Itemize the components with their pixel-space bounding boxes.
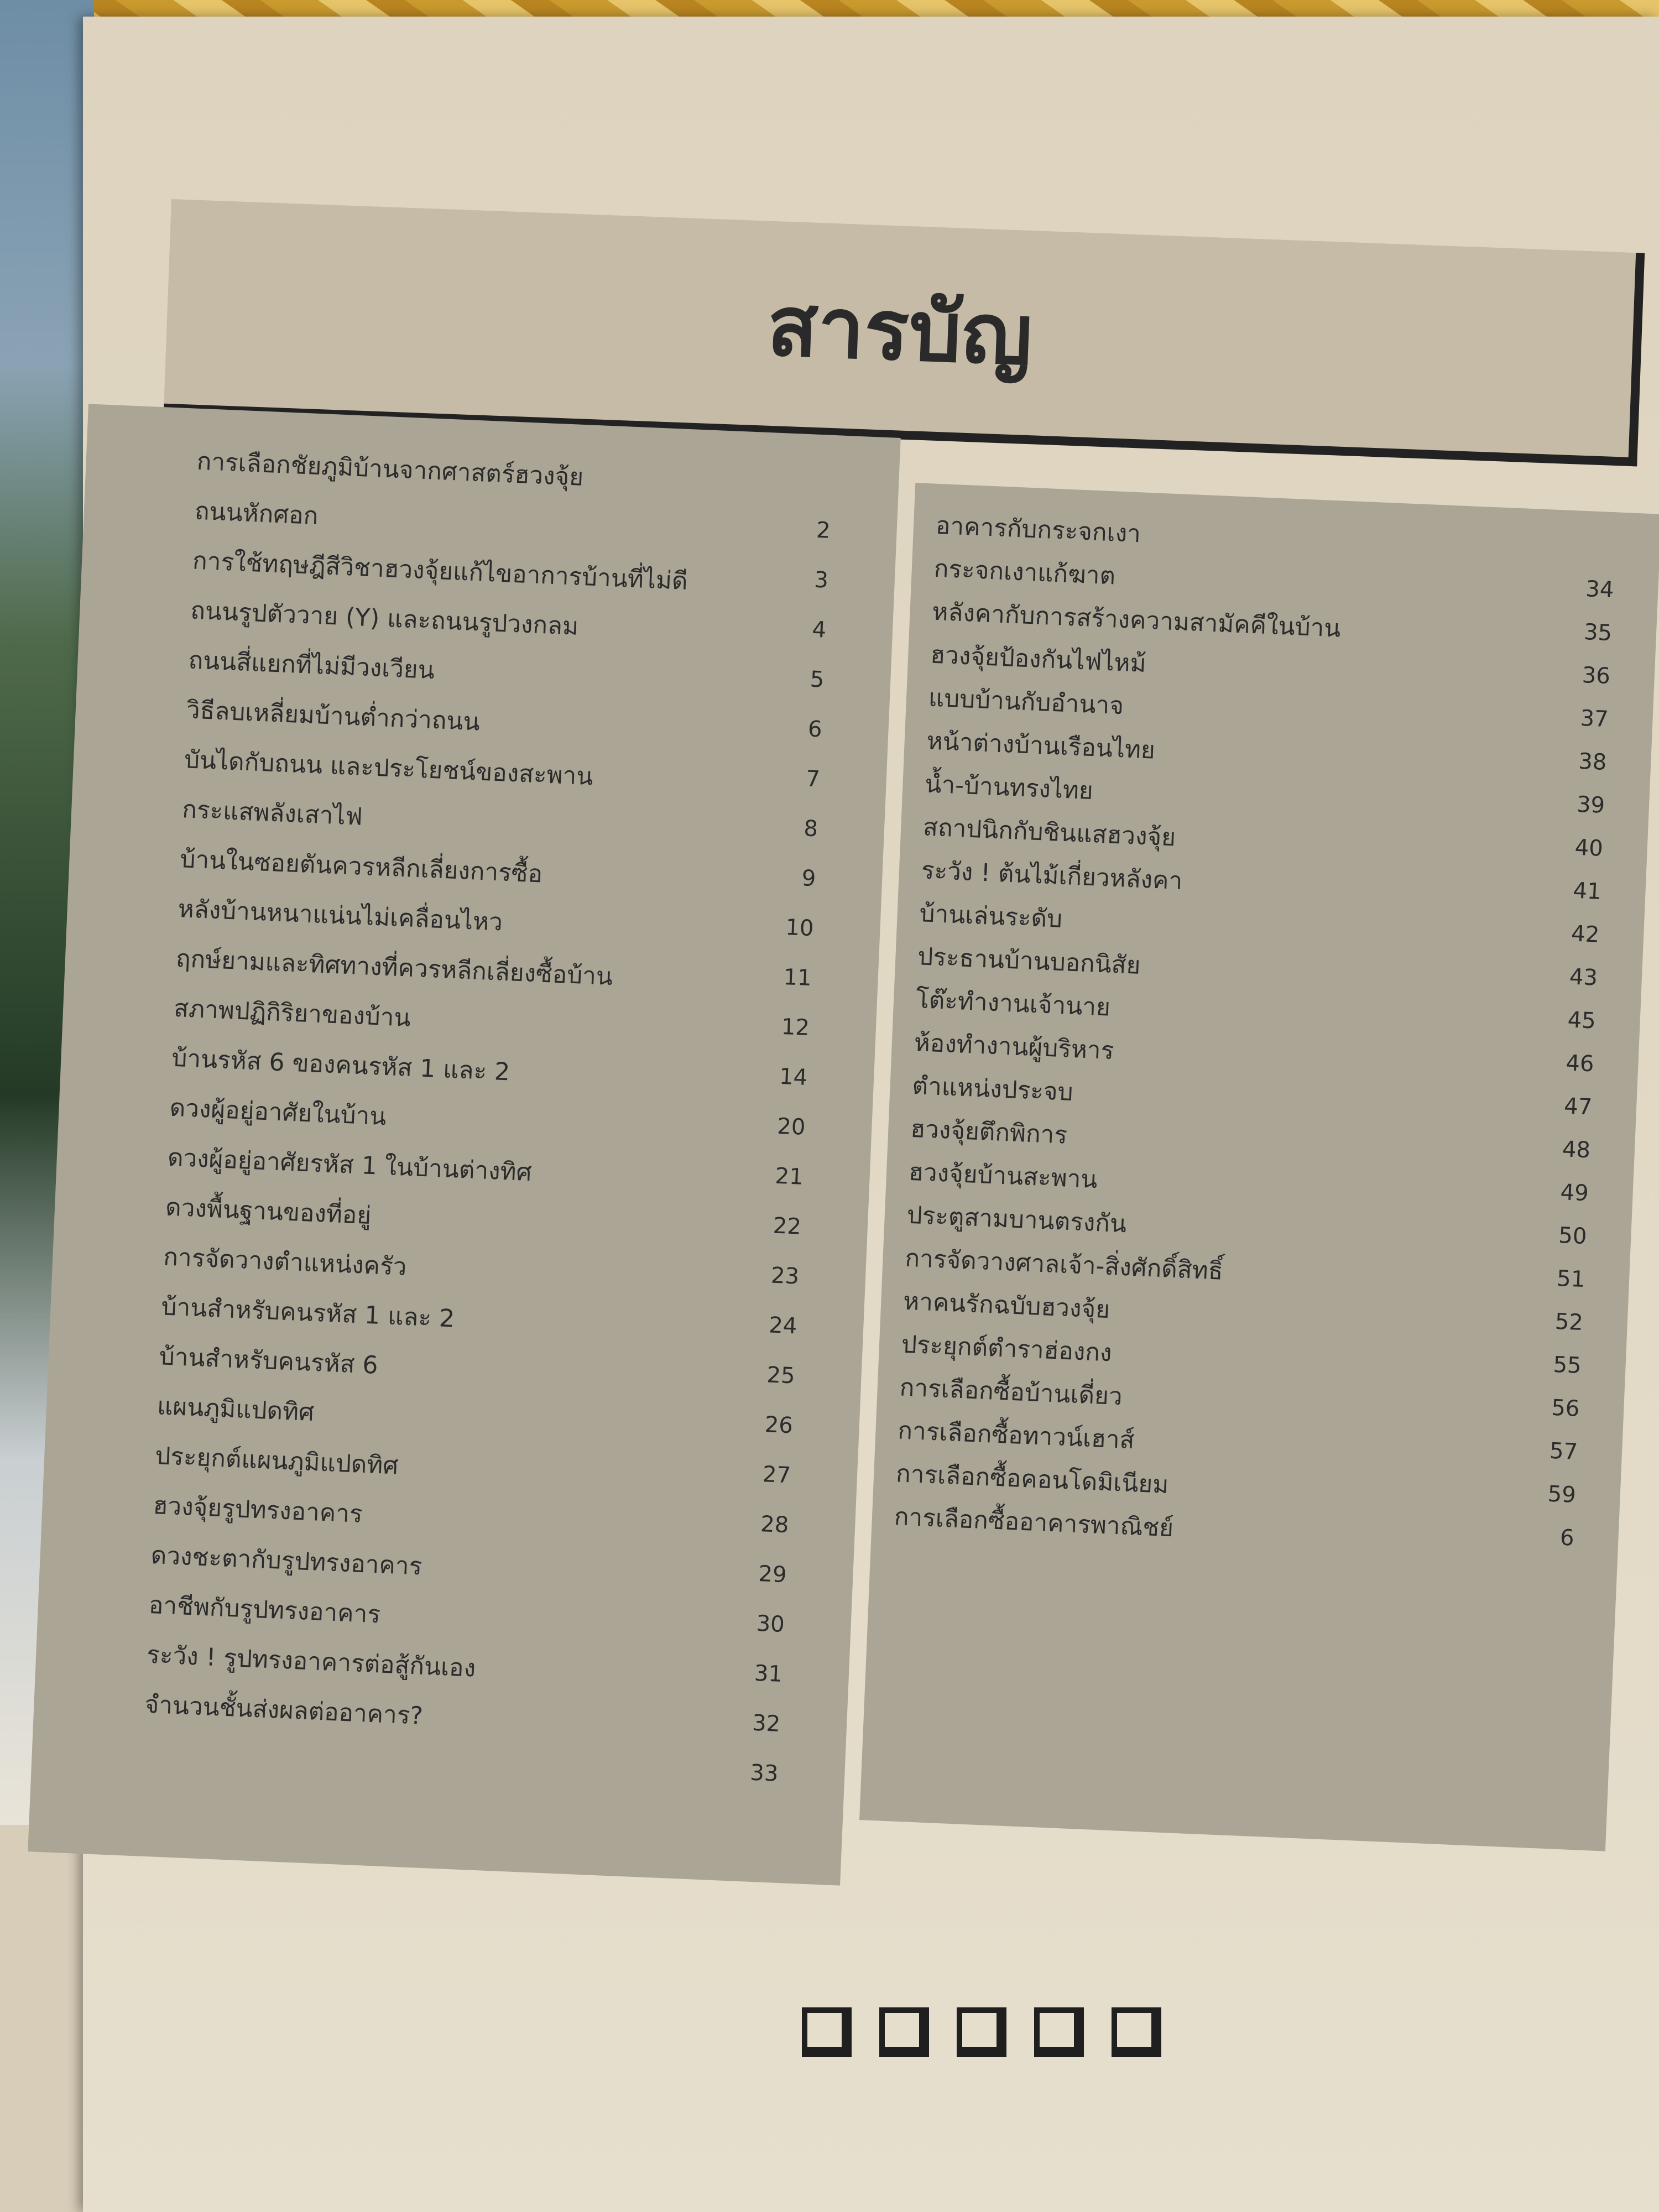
toc-entry-title: ระวัง ! ต้นไม้เกี่ยวหลังคา: [920, 856, 1183, 895]
toc-entry-title: ประยุกต์ตำราฮ่องกง: [901, 1330, 1113, 1368]
toc-entry-page: 59: [1547, 1481, 1577, 1508]
toc-entry-page: 8: [803, 816, 818, 842]
toc-entry-title: ถนนรูปตัววาย (Y) และถนนรูปวงกลม: [190, 596, 580, 641]
toc-entry-title: อาคารกับกระจกเงา: [935, 511, 1141, 549]
toc-entry-title: บ้านสำหรับคนรหัส 6: [158, 1342, 379, 1380]
toc-entry-title: บันไดกับถนน และประโยชน์ของสะพาน: [184, 745, 594, 791]
toc-entry-title: จำนวนชั้นส่งผลต่ออาคาร?: [144, 1690, 424, 1730]
toc-entry-page: 11: [782, 964, 812, 992]
toc-entry-title: หาคนรักฉบับฮวงจุ้ย: [902, 1287, 1111, 1324]
toc-entry-page: 36: [1581, 662, 1611, 690]
toc-entry-page: 6: [1559, 1525, 1575, 1551]
toc-entry-page: 37: [1579, 705, 1609, 732]
toc-entry-title: ดวงผู้อยู่อาศัยในบ้าน: [169, 1093, 387, 1131]
toc-entry-title: ดวงชะตากับรูปทรงอาคาร: [150, 1541, 423, 1581]
toc-entry-title: ฮวงจุ้ยป้องกันไฟไหม้: [930, 640, 1147, 678]
toc-entry-page: 33: [749, 1760, 779, 1787]
toc-entry-title: หลังคากับการสร้างความสามัคคีในบ้าน: [931, 597, 1342, 643]
toc-entry-title: การเลือกซื้อคอนโดมิเนียม: [895, 1459, 1170, 1499]
toc-entry-page: 38: [1578, 748, 1608, 775]
toc-entry-title: ประตูสามบานตรงกัน: [906, 1201, 1128, 1239]
toc-entry-title: กระจกเงาแก้ฆาต: [933, 554, 1117, 591]
toc-entry-page: 27: [762, 1462, 791, 1489]
toc-entry-page: 24: [768, 1312, 798, 1339]
toc-entry-page: 3: [813, 567, 829, 593]
toc-entry-title: สถาปนิกกับชินแสฮวงจุ้ย: [922, 813, 1177, 852]
toc-entry-title: บ้านในซอยตันควรหลีกเลี่ยงการซื้อ: [179, 845, 544, 889]
toc-entry-page: 35: [1583, 619, 1613, 646]
toc-entry-title: ตำแหน่งประจบ: [911, 1071, 1074, 1107]
footer-square-icon: [957, 2007, 1006, 2057]
toc-entry-page: 52: [1554, 1308, 1584, 1336]
toc-entry-title: ฮวงจุ้ยบ้านสะพาน: [908, 1157, 1098, 1194]
toc-entry-title: ดวงพื้นฐานของที่อยู่: [165, 1193, 372, 1230]
toc-entry-title: ถนนหักศอก: [194, 497, 319, 530]
toc-entry-title: น้ำ-บ้านทรงไทย: [924, 770, 1094, 806]
toc-entry-title: กระแสพลังเสาไฟ: [181, 795, 363, 831]
toc-entry-page: 57: [1549, 1438, 1578, 1465]
toc-entry-title: โต๊ะทำงานเจ้านาย: [915, 985, 1111, 1022]
toc-entry-page: 56: [1551, 1395, 1580, 1422]
toc-entry-page: 45: [1567, 1007, 1597, 1034]
toc-entry-page: 22: [772, 1213, 802, 1240]
toc-entry-title: การจัดวางศาลเจ้า-สิ่งศักดิ์สิทธิ์: [904, 1244, 1224, 1286]
toc-entry-title: ระวัง ! รูปทรงอาคารต่อสู้กันเอง: [146, 1640, 477, 1683]
toc-entry-page: 21: [774, 1163, 804, 1190]
toc-entry-title: หน้าต่างบ้านเรือนไทย: [926, 727, 1156, 765]
toc-entry-title: ประยุกต์แผนภูมิแปดทิศ: [154, 1442, 399, 1480]
toc-entry-title: การเลือกซื้อบ้านเดี่ยว: [899, 1373, 1123, 1411]
toc-entry-title: ถนนสี่แยกที่ไม่มีวงเวียน: [187, 646, 435, 685]
toc-entry-title: บ้านสำหรับคนรหัส 1 และ 2: [160, 1292, 456, 1333]
toc-entry-title: ฮวงจุ้ยตึกพิการ: [910, 1114, 1068, 1150]
toc-right-column: [859, 483, 1659, 1851]
footer-square-icon: [879, 2007, 929, 2057]
toc-entry-page: 42: [1571, 921, 1600, 948]
toc-entry-title: บ้านเล่นระดับ: [919, 899, 1063, 933]
toc-entry-page: 25: [766, 1362, 796, 1389]
footer-decoration: [802, 2007, 1161, 2057]
toc-entry-page: 39: [1576, 791, 1605, 818]
book-page: [83, 17, 1659, 2212]
toc-entry-page: 9: [801, 865, 817, 892]
toc-entry-page: 49: [1559, 1180, 1589, 1207]
toc-entry-page: 41: [1572, 878, 1602, 905]
toc-entry-page: 2: [816, 517, 831, 544]
toc-entry-page: 50: [1558, 1223, 1588, 1250]
toc-entry-page: 12: [781, 1014, 810, 1041]
toc-entry-page: 6: [807, 716, 823, 743]
toc-entry-title: การเลือกซื้อทาวน์เฮาส์: [897, 1416, 1135, 1455]
footer-square-icon: [802, 2007, 852, 2057]
page-title: สารบัญ: [765, 278, 1034, 384]
toc-entry-title: วิธีลบเหลี่ยมบ้านต่ำกว่าถนน: [185, 696, 481, 737]
toc-entry-title: ฮวงจุ้ยรูปทรงอาคาร: [152, 1491, 363, 1528]
table-of-contents: [22, 404, 1659, 1917]
toc-entry-page: 40: [1574, 834, 1604, 862]
toc-entry-page: 30: [755, 1610, 785, 1638]
toc-entry-title: แผนภูมิแปดทิศ: [156, 1392, 315, 1427]
toc-entry-title: แบบบ้านกับอำนาจ: [927, 684, 1125, 721]
toc-entry-page: 46: [1565, 1050, 1595, 1077]
toc-entry-page: 51: [1556, 1266, 1586, 1293]
toc-entry-page: 55: [1552, 1352, 1582, 1379]
toc-entry-title: อาชีพกับรูปทรงอาคาร: [148, 1590, 382, 1629]
toc-entry-title: การใช้ทฤษฎีสีวิชาฮวงจุ้ยแก้ไขอาการบ้านที่ไม่ดี: [192, 546, 688, 596]
toc-left-column: [28, 404, 900, 1885]
toc-entry-page: 23: [770, 1262, 800, 1290]
toc-entry-page: 14: [779, 1063, 808, 1091]
toc-entry-page: 10: [785, 915, 815, 942]
toc-entry-page: 26: [764, 1412, 794, 1439]
toc-entry-title: การเลือกซื้ออาคารพาณิชย์: [893, 1503, 1175, 1543]
toc-entry-page: 48: [1562, 1136, 1591, 1164]
toc-entry-page: 20: [776, 1113, 806, 1140]
toc-entry-title: สภาพปฏิกิริยาของบ้าน: [173, 994, 411, 1032]
toc-entry-page: 34: [1585, 576, 1615, 603]
toc-entry-page: 7: [805, 766, 821, 792]
toc-entry-title: ดวงผู้อยู่อาศัยรหัส 1 ในบ้านต่างทิศ: [166, 1143, 533, 1187]
toc-entry-title: การเลือกชัยภูมิบ้านจากศาสตร์ฮวงจุ้ย: [196, 447, 585, 492]
toc-entry-page: 43: [1569, 964, 1598, 991]
toc-entry-page: 5: [809, 666, 825, 693]
footer-square-icon: [1112, 2007, 1161, 2057]
toc-entry-title: การจัดวางตำแหน่งครัว: [163, 1243, 408, 1281]
footer-square-icon: [1034, 2007, 1084, 2057]
toc-entry-title: บ้านรหัส 6 ของคนรหัส 1 และ 2: [171, 1044, 511, 1087]
toc-entry-title: ห้องทำงานผู้บริหาร: [913, 1028, 1115, 1066]
toc-entry-title: หลังบ้านหนาแน่นไม่เคลื่อนไหว: [177, 895, 503, 937]
toc-entry-page: 28: [760, 1511, 790, 1538]
toc-entry-title: ประธานบ้านบอกนิสัย: [917, 942, 1141, 980]
toc-entry-page: 32: [752, 1710, 781, 1737]
toc-entry-page: 29: [758, 1561, 787, 1588]
toc-entry-page: 31: [754, 1660, 783, 1687]
toc-entry-page: 47: [1563, 1093, 1593, 1120]
toc-entry-page: 4: [811, 617, 827, 643]
toc-entry-title: ฤกษ์ยามและทิศทางที่ควรหลีกเลี่ยงซื้อบ้าน: [175, 944, 614, 992]
